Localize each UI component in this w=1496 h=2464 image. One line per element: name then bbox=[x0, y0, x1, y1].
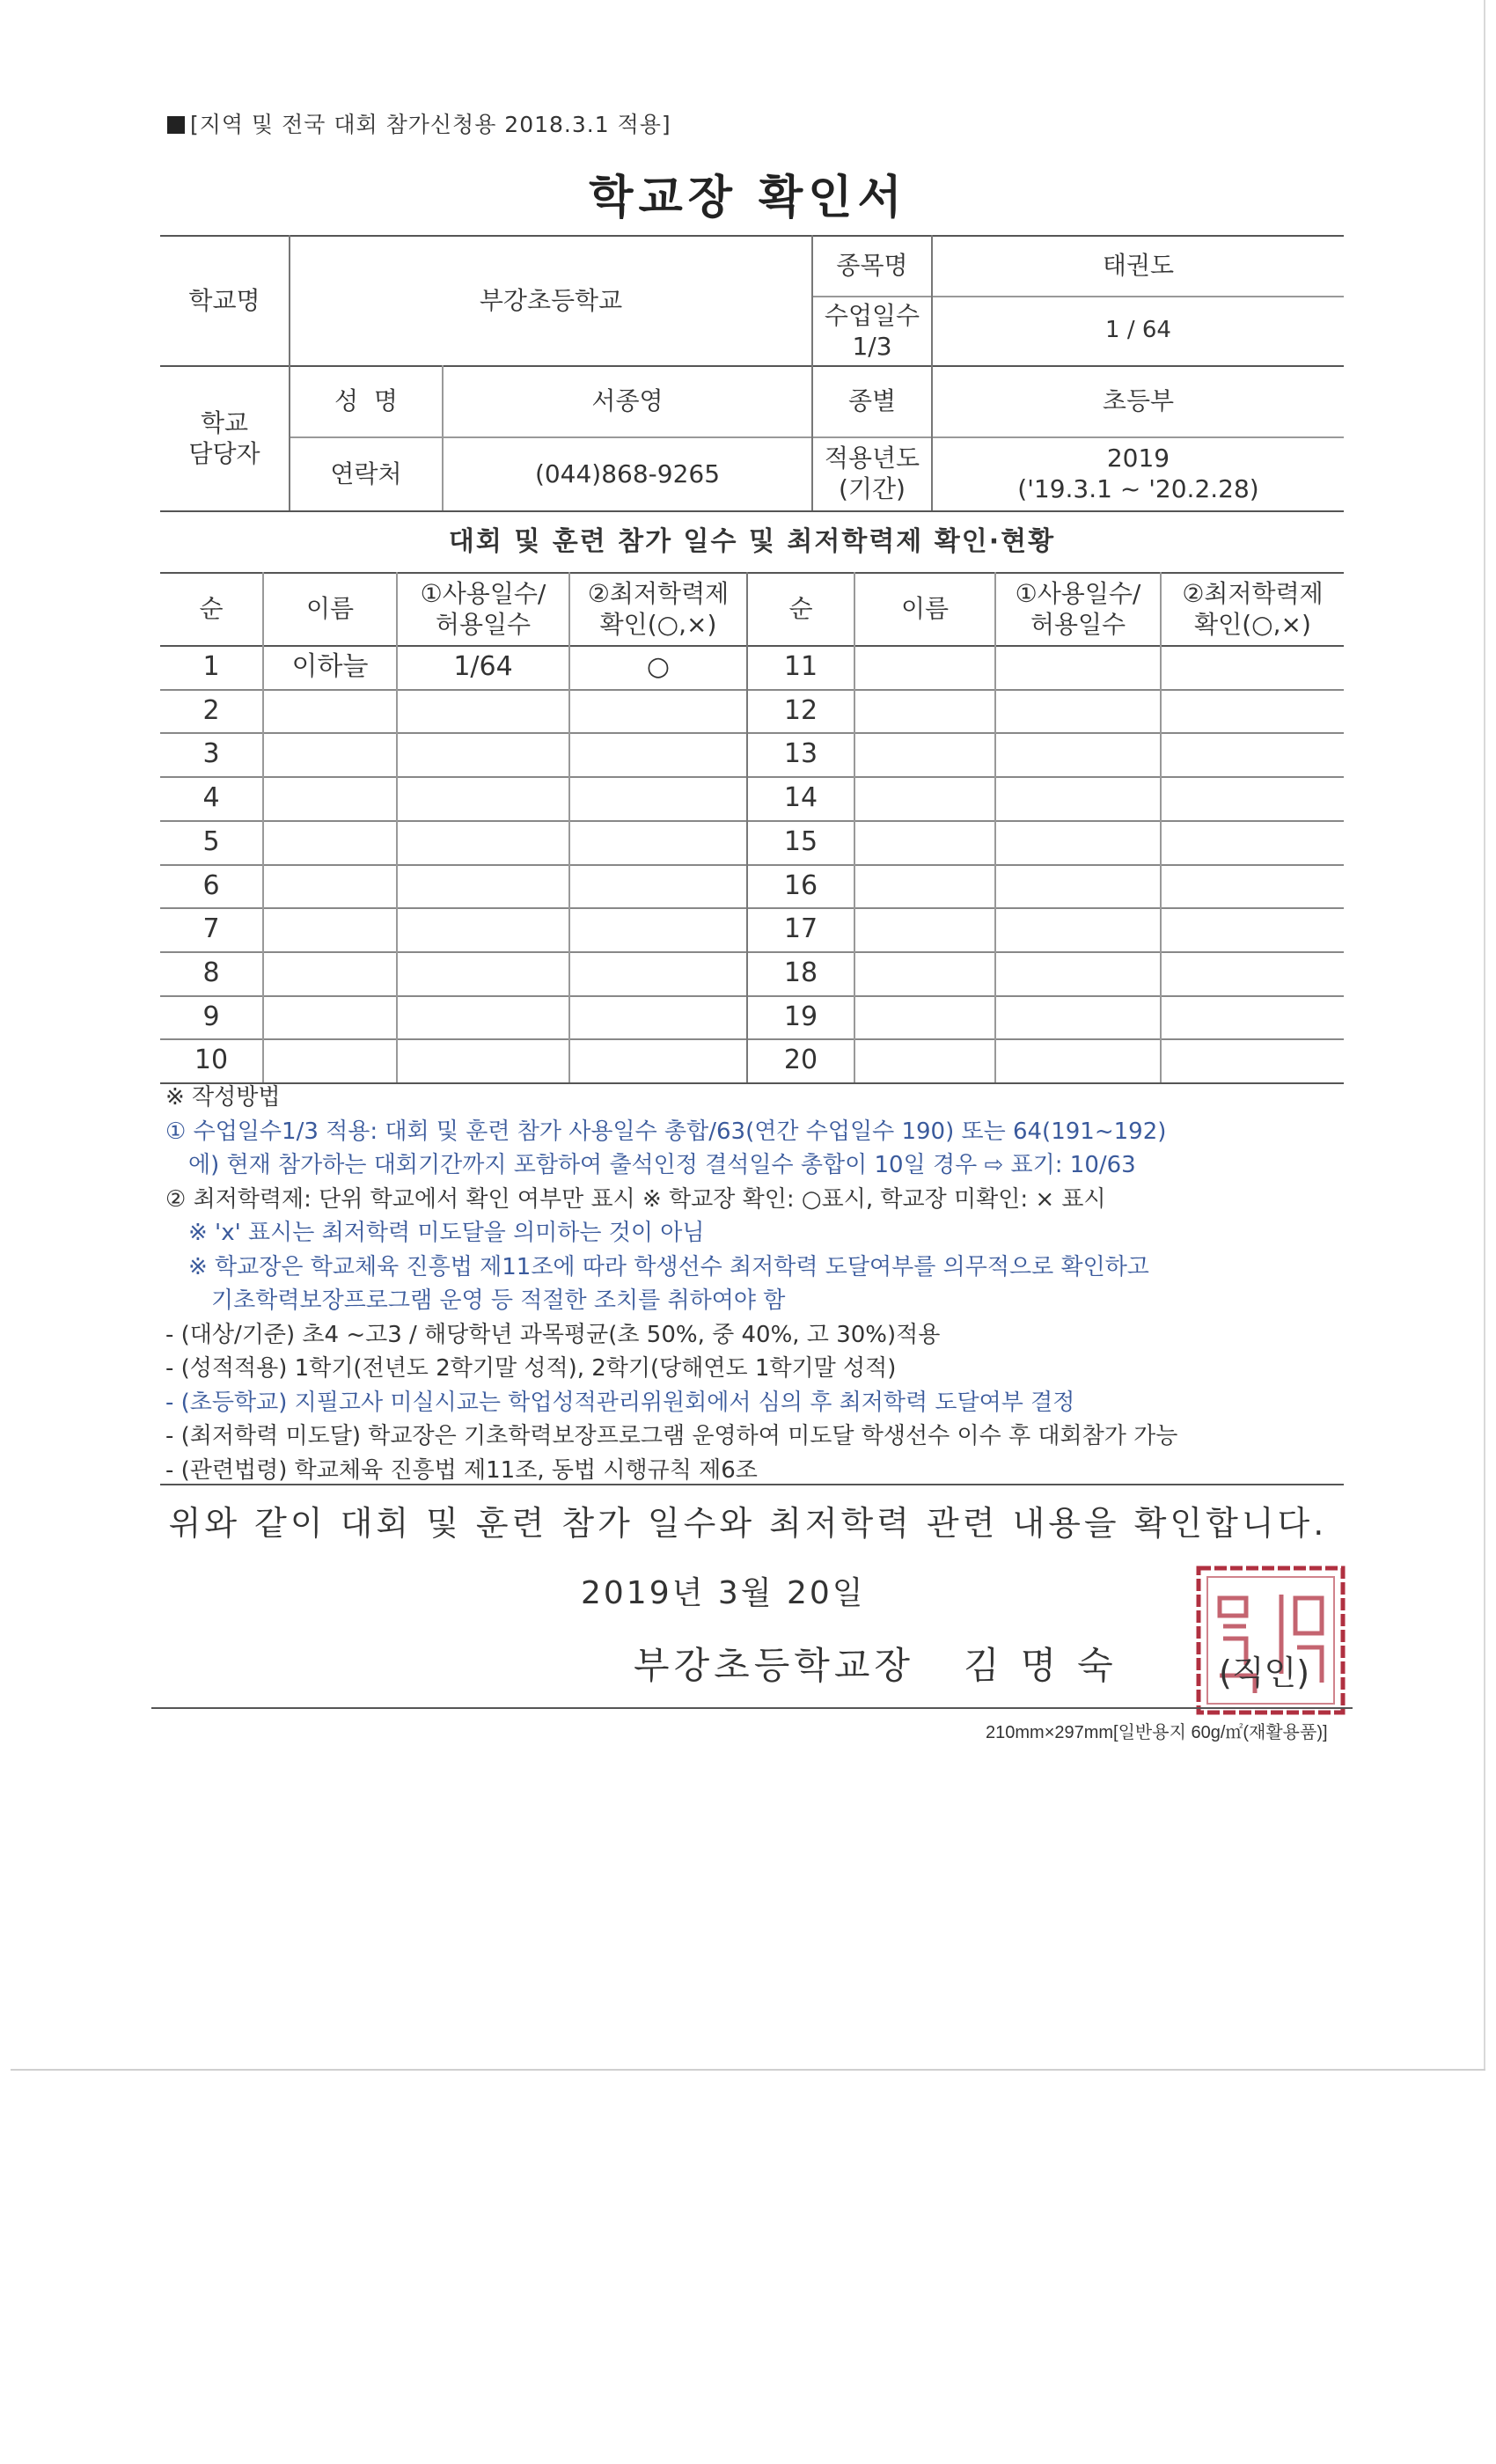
days-used-cell bbox=[996, 776, 1160, 820]
manager-label bbox=[160, 365, 289, 510]
player-name-cell bbox=[855, 689, 994, 733]
manager-name-value: 서종영 bbox=[591, 386, 664, 415]
header-grade-right bbox=[1162, 572, 1344, 645]
player-name-cell bbox=[264, 820, 396, 864]
player-name-cell bbox=[855, 864, 994, 908]
header-grade-right-line1: ②최저학력제 bbox=[1182, 578, 1324, 608]
player-name-cell bbox=[855, 820, 994, 864]
principal-name: 김명숙 bbox=[964, 1644, 1134, 1687]
player-name-cell bbox=[264, 776, 396, 820]
instruction-line: - (대상/기준) 초4 ~고3 / 해당학년 과목평균(초 50%, 중 40%, 고 30%)적용 bbox=[165, 1321, 941, 1348]
apply-period: ('19.3.1 ~ '20.2.28) bbox=[1017, 474, 1259, 503]
instruction-line: - (관련법령) 학교체육 진흥법 제11조, 동법 시행규칙 제6조 bbox=[165, 1456, 758, 1484]
grade-check-cell bbox=[570, 951, 746, 995]
grade-check-cell bbox=[570, 820, 746, 864]
row-number-cell: 4 bbox=[202, 782, 220, 814]
instruction-line: ※ 학교장은 학교체육 진흥법 제11조에 따라 학생선수 최저학력 도달여부를 의무적으로 확인하고 bbox=[188, 1253, 1149, 1280]
days-used-cell bbox=[996, 732, 1160, 776]
header-order-right: 순 bbox=[788, 594, 813, 623]
player-name-cell bbox=[855, 1038, 994, 1082]
row-number-cell: 19 bbox=[783, 1001, 818, 1033]
principal-signature-line bbox=[634, 1637, 1134, 1690]
confirmation-statement: 위와 같이 대회 및 훈련 참가 일수와 최저학력 관련 내용을 확인합니다. bbox=[168, 1504, 1328, 1543]
row-number-cell: 10 bbox=[194, 1045, 229, 1076]
grade-check-cell bbox=[570, 995, 746, 1039]
rule bbox=[160, 1484, 1344, 1485]
apply-year-value bbox=[933, 436, 1344, 510]
category-label: 종별 bbox=[847, 386, 897, 415]
apply-year-label-line2: (기간) bbox=[839, 474, 906, 503]
apply-year-number: 2019 bbox=[1106, 444, 1170, 473]
days-used-cell bbox=[398, 776, 568, 820]
header-grade-line1: ②최저학력제 bbox=[587, 578, 730, 608]
confirmation-date: 2019년 3월 20일 bbox=[581, 1575, 866, 1611]
player-name-cell: 이하늘 bbox=[291, 651, 369, 683]
school-days-label-line1: 수업일수 bbox=[824, 300, 920, 330]
days-used-cell bbox=[996, 689, 1160, 733]
header-name-right: 이름 bbox=[900, 594, 950, 623]
header-grade-line2: 확인(○,×) bbox=[599, 609, 717, 639]
days-used-cell bbox=[398, 1038, 568, 1082]
days-used-cell bbox=[398, 820, 568, 864]
apply-year-label bbox=[813, 436, 931, 510]
grade-check-cell bbox=[1162, 689, 1344, 733]
row-number-cell: 12 bbox=[783, 695, 818, 727]
instruction-line: - (최저학력 미도달) 학교장은 기초학력보장프로그램 운영하여 미도달 학생선수 이수 후 대회참가 가능 bbox=[165, 1423, 1178, 1449]
event-label: 종목명 bbox=[836, 251, 908, 280]
days-used-cell: 1/64 bbox=[453, 651, 513, 683]
instruction-line: 에) 현재 참가하는 대회기간까지 포함하여 출석인정 결석일수 총합이 10일 경우 ⇨ 표기: 10/63 bbox=[188, 1152, 1136, 1178]
square-bullet-icon bbox=[167, 116, 185, 134]
player-name-cell bbox=[855, 645, 994, 689]
document-title: 학교장 확인서 bbox=[589, 172, 907, 224]
seal-role-text: (직인) bbox=[1219, 1654, 1310, 1692]
paper-specification: 210mm×297mm[일반용지 60g/㎡(재활용품)] bbox=[986, 1723, 1328, 1742]
player-name-cell bbox=[264, 995, 396, 1039]
days-used-cell bbox=[398, 732, 568, 776]
school-days-label-line2: 1/3 bbox=[852, 331, 892, 361]
header-name: 이름 bbox=[305, 594, 355, 623]
player-name-cell bbox=[855, 951, 994, 995]
row-number-cell: 16 bbox=[783, 870, 818, 902]
writing-instructions bbox=[165, 1081, 1345, 1487]
grade-check-cell bbox=[570, 907, 746, 951]
grade-check-cell bbox=[1162, 732, 1344, 776]
grade-check-cell bbox=[570, 776, 746, 820]
rule bbox=[151, 1707, 1353, 1709]
player-name-cell bbox=[264, 1038, 396, 1082]
days-used-cell bbox=[398, 951, 568, 995]
row-number-cell: 2 bbox=[202, 695, 220, 727]
player-name-cell bbox=[855, 732, 994, 776]
school-name-value: 부강초등학교 bbox=[479, 285, 623, 315]
instruction-line: ※ 'x' 표시는 최저학력 미도달을 의미하는 것이 아님 bbox=[188, 1220, 705, 1246]
row-number-cell: 5 bbox=[202, 826, 220, 858]
grade-check-cell bbox=[570, 732, 746, 776]
header-days-line2: 허용일수 bbox=[435, 609, 532, 639]
row-number-cell: 20 bbox=[783, 1045, 818, 1076]
player-name-cell bbox=[264, 732, 396, 776]
row-number-cell: 11 bbox=[783, 651, 818, 683]
days-used-cell bbox=[996, 995, 1160, 1039]
days-used-cell bbox=[996, 951, 1160, 995]
player-name-cell bbox=[264, 907, 396, 951]
player-name-cell bbox=[855, 907, 994, 951]
grade-check-cell bbox=[570, 864, 746, 908]
instruction-line: 기초학력보장프로그램 운영 등 적절한 조치를 취하여야 함 bbox=[211, 1287, 786, 1314]
header-days bbox=[398, 572, 568, 645]
apply-year-label-line1: 적용년도 bbox=[824, 444, 920, 473]
row-number-cell: 15 bbox=[783, 826, 818, 858]
row-number-cell: 17 bbox=[783, 913, 818, 945]
event-value: 태권도 bbox=[1102, 251, 1175, 280]
grade-check-cell: ○ bbox=[646, 651, 671, 683]
grade-check-cell bbox=[1162, 776, 1344, 820]
instruction-line: - (초등학교) 지필고사 미실시교는 학업성적관리위원회에서 심의 후 최저학력 도달여부 결정 bbox=[165, 1389, 1075, 1416]
days-used-cell bbox=[398, 995, 568, 1039]
player-name-cell bbox=[855, 995, 994, 1039]
grade-check-cell bbox=[1162, 907, 1344, 951]
grade-check-cell bbox=[570, 1038, 746, 1082]
row-number-cell: 8 bbox=[202, 957, 220, 989]
manager-name-label: 성 명 bbox=[334, 386, 398, 415]
official-seal-stamp bbox=[1193, 1563, 1348, 1718]
rule bbox=[160, 510, 1344, 512]
grade-check-cell bbox=[1162, 820, 1344, 864]
days-used-cell bbox=[398, 864, 568, 908]
player-name-cell bbox=[264, 689, 396, 733]
days-used-cell bbox=[996, 864, 1160, 908]
days-used-cell bbox=[996, 907, 1160, 951]
form-version-note bbox=[167, 107, 671, 139]
header-grade bbox=[570, 572, 746, 645]
days-used-cell bbox=[398, 907, 568, 951]
form-version-text: [지역 및 전국 대회 참가신청용 2018.3.1 적용] bbox=[190, 112, 671, 137]
grade-check-cell bbox=[1162, 951, 1344, 995]
days-used-cell bbox=[996, 645, 1160, 689]
category-value: 초등부 bbox=[1102, 386, 1175, 415]
row-number-cell: 1 bbox=[202, 651, 220, 683]
instruction-line: ※ 작성방법 bbox=[165, 1084, 281, 1111]
header-days-right-line2: 허용일수 bbox=[1030, 609, 1126, 639]
instruction-line: ② 최저학력제: 단위 학교에서 확인 여부만 표시 ※ 학교장 확인: ○표시, 학교장 미확인: × 표시 bbox=[165, 1185, 1106, 1213]
player-name-cell bbox=[855, 776, 994, 820]
grade-check-cell bbox=[1162, 864, 1344, 908]
manager-label-line2: 담당자 bbox=[188, 438, 260, 468]
header-order: 순 bbox=[199, 594, 224, 623]
grade-check-cell bbox=[1162, 645, 1344, 689]
row-number-cell: 13 bbox=[783, 738, 818, 770]
days-used-cell bbox=[398, 689, 568, 733]
header-days-line1: ①사용일수/ bbox=[420, 578, 546, 608]
row-number-cell: 9 bbox=[202, 1001, 220, 1033]
school-days-label bbox=[813, 296, 931, 365]
instruction-line: - (성적적용) 1학기(전년도 2학기말 성적), 2학기(당해연도 1학기말 성적) bbox=[165, 1355, 897, 1382]
player-name-cell bbox=[264, 864, 396, 908]
manager-label-line1: 학교 bbox=[200, 407, 249, 437]
grade-check-cell bbox=[1162, 995, 1344, 1039]
school-days-value: 1 / 64 bbox=[1105, 317, 1171, 344]
row-number-cell: 14 bbox=[783, 782, 818, 814]
contact-label: 연락처 bbox=[330, 458, 402, 488]
instruction-line: ① 수업일수1/3 적용: 대회 및 훈련 참가 사용일수 총합/63(연간 수업일수 190) 또는 64(191~192) bbox=[165, 1118, 1167, 1145]
header-grade-right-line2: 확인(○,×) bbox=[1194, 609, 1311, 639]
row-number-cell: 6 bbox=[202, 870, 220, 902]
days-used-cell bbox=[996, 820, 1160, 864]
school-name-label: 학교명 bbox=[188, 285, 260, 315]
row-number-cell: 18 bbox=[783, 957, 818, 989]
participation-table-title: 대회 및 훈련 참가 일수 및 최저학력제 확인·현황 bbox=[448, 526, 1056, 558]
header-days-right-line1: ①사용일수/ bbox=[1015, 578, 1141, 608]
days-used-cell bbox=[996, 1038, 1160, 1082]
player-name-cell bbox=[264, 951, 396, 995]
grade-check-cell bbox=[570, 689, 746, 733]
row-number-cell: 3 bbox=[202, 738, 220, 770]
header-days-right bbox=[996, 572, 1160, 645]
grade-check-cell bbox=[1162, 1038, 1344, 1082]
contact-value: (044)868-9265 bbox=[534, 458, 721, 488]
principal-school: 부강초등학교장 bbox=[634, 1644, 915, 1687]
row-number-cell: 7 bbox=[202, 913, 220, 945]
